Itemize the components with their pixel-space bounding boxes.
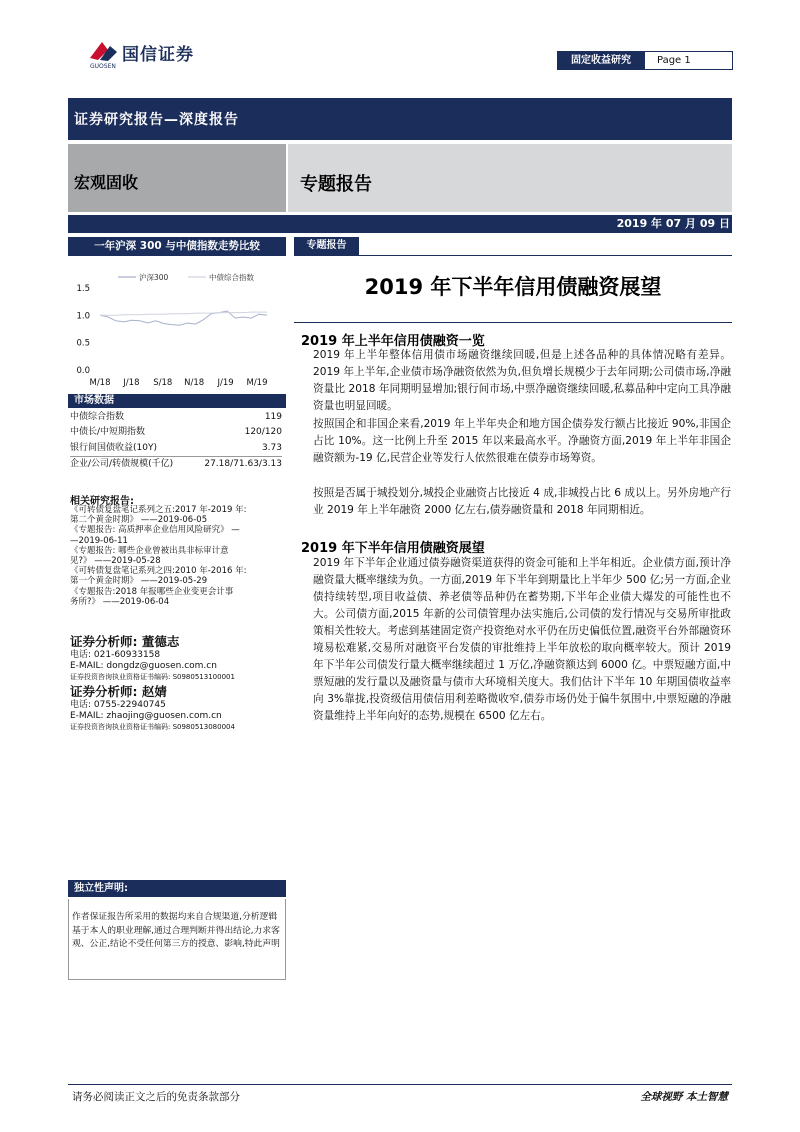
section-divider — [294, 255, 732, 256]
report-category: 宏观固收 — [74, 173, 139, 192]
section-paragraph: 2019 年下半年企业通过债券融资渠道获得的资金可能和上半年相近。企业债方面,预计净融资量大概率继续为负。一方面,2019 年下半年到期量比上半年少 500 亿;另一方面,企业债持续转型,项目收益债、养老债等品种仍在蓄势期,下半年企业债大爆发的可能性也不大。公司债方面,2015 年新的公司债管理办法实施后,公司债的发行情况与交易所审批政策相关性较大。考虑到基建固定资产投资绝对水平仍在历史偏低位置,融资平台外部融资环境易松难紧,交易所对融资平台发债的审批维持上半年放松的取向概率较大。预计 2019 年下半年公司债发行量大概率继续超过 1 万亿,净融资额达到 6000 亿。中票短融方面,中票短融的发行量以及融资量与债市大环境相关度大。我们估计下半年 10 年期国债收益率向 3%靠拢,投资级信用债信用利差略微收窄,债券市场仍处于偏牛氛围中,中票短融的净融资量维持上半年向好的态势,规模在 6500 亿左右。 — [313, 557, 731, 722]
footer-rule — [68, 1084, 732, 1085]
x-tick-label: J/19 — [217, 378, 234, 388]
related-report-line[interactable]: —2019-06-11 — [70, 535, 128, 546]
report-date: 2019 年 07 月 09 日 — [616, 217, 730, 230]
x-tick-label: N/18 — [184, 378, 205, 388]
analyst-block — [70, 632, 284, 732]
related-reports-title: 相关研究报告: — [70, 496, 134, 507]
market-data-table — [70, 410, 282, 472]
company-name: 国信证券 — [122, 45, 194, 65]
analyst-license: 证券投资咨询执业资格证书编码: S0980513100001 — [70, 673, 235, 681]
section-tag: 专题报告 — [294, 237, 359, 255]
legend-label: 中债综合指数 — [209, 273, 254, 282]
x-tick-label: M/18 — [89, 378, 111, 388]
research-type-tag: 固定收益研究 — [557, 51, 645, 70]
index-comparison-chart — [68, 264, 286, 389]
series-line — [100, 312, 267, 315]
market-data-row — [70, 456, 282, 472]
market-data-title: 市场数据 — [68, 394, 286, 408]
y-tick-label: 0.5 — [76, 338, 90, 349]
market-data-value: 120/120 — [244, 427, 282, 438]
report-type: 证券研究报告—深度报告 — [74, 112, 239, 128]
section-heading: 2019 年上半年信用债融资一览 — [301, 334, 485, 349]
analyst-name: 证券分析师: 赵婧 — [70, 684, 167, 699]
report-topic: 专题报告 — [300, 174, 372, 195]
report-title: 2019 年下半年信用债融资展望 — [364, 275, 662, 299]
market-data-row — [70, 425, 282, 440]
section-heading: 2019 年下半年信用债融资展望 — [301, 541, 485, 556]
title-rule — [294, 322, 732, 323]
analyst-email[interactable]: E-MAIL: dongdz@guosen.com.cn — [70, 661, 217, 671]
market-data-row — [70, 410, 282, 425]
related-report-line[interactable]: 《可转债复盘笔记系列之四:2010 年-2016 年: — [70, 566, 247, 577]
page-number: Page 1 — [657, 55, 691, 66]
analyst-name: 证券分析师: 董德志 — [70, 634, 180, 649]
market-data-label: 企业/公司/转债规模(千亿) — [70, 458, 174, 469]
guosen-logo-icon — [88, 38, 118, 62]
chart-title: 一年沪深 300 与中债指数走势比较 — [68, 237, 286, 256]
declaration-title: 独立性声明: — [68, 880, 286, 897]
market-data-label: 中债长/中短期指数 — [70, 427, 146, 438]
market-data-row — [70, 441, 282, 456]
y-tick-label: 1.5 — [76, 284, 90, 294]
section-paragraph: 按照是否属于城投划分,城投企业融资占比接近 4 成,非城投占比 6 成以上。另外房地产行业 2019 年上半年融资 2000 亿左右,债券融资量和 2018 年同期相近。 — [313, 487, 731, 516]
analyst-phone: 电话: 021-60933158 — [70, 650, 161, 660]
x-tick-label: M/19 — [246, 378, 268, 388]
slogan: 全球视野 本土智慧 — [640, 1091, 728, 1103]
related-report-line[interactable]: 《可转债复盘笔记系列之五:2017 年-2019 年: — [70, 505, 247, 515]
related-reports-list — [70, 505, 284, 607]
y-tick-label: 0.0 — [76, 366, 90, 376]
chart-svg — [68, 264, 286, 389]
y-tick-label: 1.0 — [76, 311, 90, 322]
market-data-label: 中债综合指数 — [70, 412, 125, 422]
related-report-line[interactable]: 第一个黄金时期》 ——2019-05-29 — [70, 576, 208, 587]
market-data-value: 3.73 — [261, 442, 282, 453]
related-report-line[interactable]: 《专题报告:2018 年报哪些企业变更会计事 — [70, 586, 234, 597]
related-report-line[interactable]: 《专题报告: 哪些企业曾被出具非标审计意 — [70, 545, 229, 556]
declaration-text: 作者保证报告所采用的数据均来自合规渠道,分析逻辑基于本人的职业理解,通过合理判断并得出结论,力求客观、公正,结论不受任何第三方的授意、影响,特此声明 — [72, 912, 280, 949]
x-tick-label: J/18 — [123, 378, 140, 388]
series-line — [100, 311, 267, 325]
disclaimer-note: 请务必阅读正文之后的免责条款部分 — [72, 1091, 240, 1103]
market-data-label: 银行间国债收益(10Y) — [70, 442, 157, 453]
analyst-phone: 电话: 0755-22940745 — [70, 700, 166, 710]
legend-label: 沪深300 — [139, 273, 169, 282]
related-report-line[interactable]: 第二个黄金时期》 ——2019-06-05 — [70, 515, 208, 526]
x-tick-label: S/18 — [153, 378, 173, 388]
related-report-line[interactable]: 见?》 ——2019-05-28 — [70, 556, 161, 567]
section-paragraph: 2019 年上半年整体信用债市场融资继续回暖,但是上述各品种的具体情况略有差异。2019 年上半年,企业债市场净融资依然为负,但负增长规模少于去年同期;公司债市场,净融资量比 2018 年同期明显增加;银行间市场,中票净融资继续回暖,私募品种中定向工具净融资量也明显回暖。 — [313, 349, 731, 412]
market-data-value: 27.18/71.63/3.13 — [204, 458, 282, 469]
market-data-value: 119 — [264, 412, 282, 422]
company-name-en: GUOSEN — [90, 63, 116, 70]
section-paragraph: 按照国企和非国企来看,2019 年上半年央企和地方国企债券发行额占比接近 90%,非国企占比 10%。这一比例上升至 2015 年以来最高水平。净融资方面,2019 年上半年非国企融资额为-19 亿,民营企业等发行人依然很难在债券市场筹资。 — [313, 418, 731, 464]
related-report-line[interactable]: 《专题报告: 高质押率企业信用风险研究》 — — [70, 525, 240, 536]
analyst-license: 证券投资咨询执业资格证书编码: S0980513080004 — [70, 723, 235, 731]
analyst-email[interactable]: E-MAIL: zhaojing@guosen.com.cn — [70, 711, 222, 721]
related-report-line[interactable]: 务所?》 ——2019-06-04 — [70, 596, 170, 607]
